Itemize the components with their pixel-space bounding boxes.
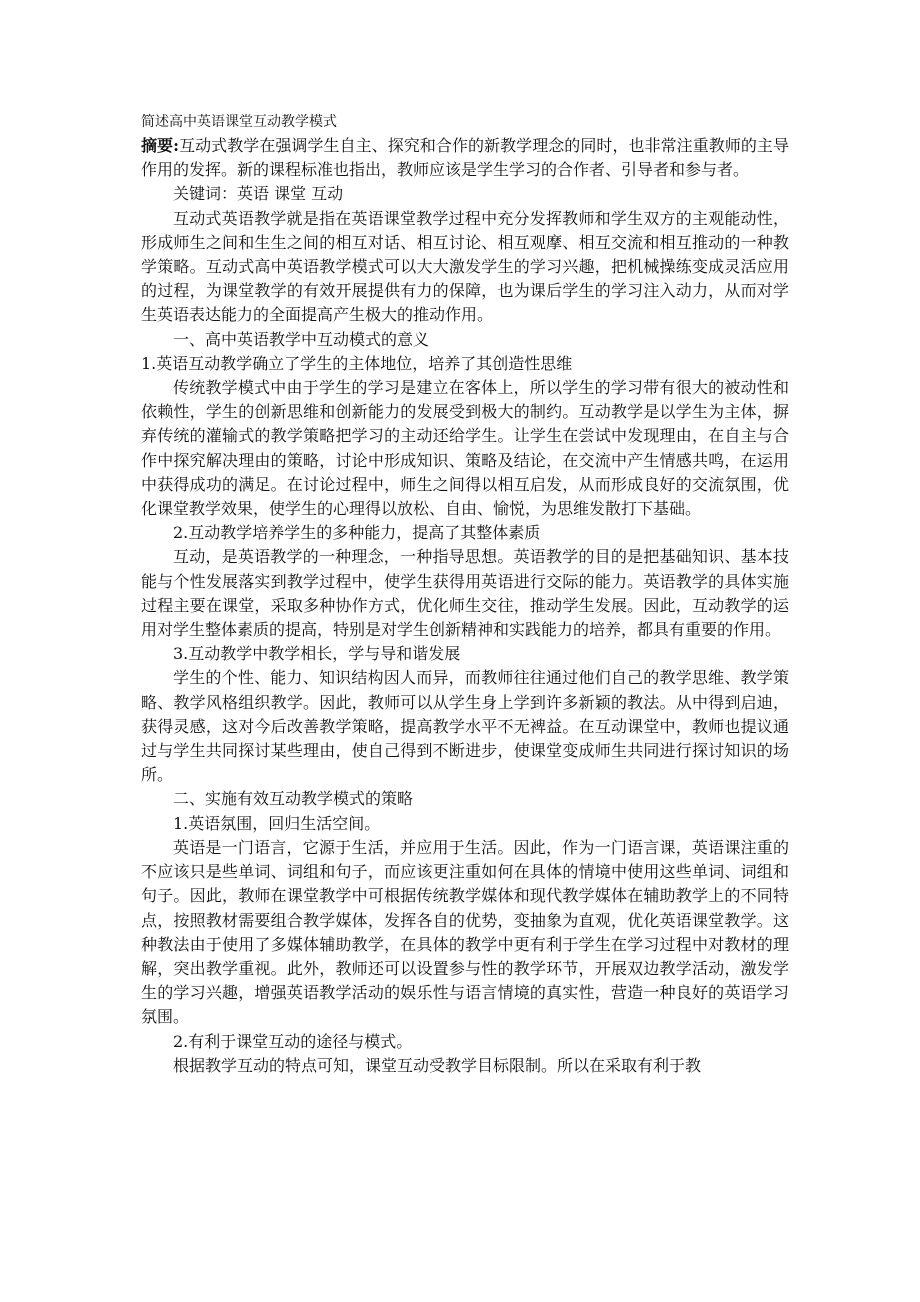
abstract-paragraph [141,134,789,182]
body-paragraph: 互动，是英语教学的一种理念，一种指导思想。英语教学的目的是把基础知识、基本技能与个性发展落实到教学过程中，使学生获得用英语进行交际的能力。英语教学的具体实施过程主要在课堂，采取多种协作方式，优化师生交往，推动学生发展。因此，互动教学的运用对学生整体素质的提高，特别是对学生创新精神和实践能力的培养，都具有重要的作用。 [141,547,789,640]
body-paragraph: 2.互动教学培养学生的多种能力，提高了其整体素质 [173,523,541,543]
body-paragraph: 2.有利于课堂互动的途径与模式。 [173,1031,413,1051]
body-paragraph: 英语是一门语言，它源于生活，并应用于生活。因此，作为一门语言课，英语课注重的不应该只是些单词、词组和句子，而应该更注重如何在具体的情境中使用这些单词、词组和句子。因此，教师在课堂教学中可根据传统教学媒体和现代教学媒体在辅助教学上的不同特点，按照教材需要组合教学媒体，发挥各自的优势，变抽象为直观，优化英语课堂教学。这种教法由于使用了多媒体辅助教学，在具体的教学中更有利于学生在学习过程中对教材的理解，突出教学重视。此外，教师还可以设置参与性的教学环节，开展双边教学活动，激发学生的学习兴趣，增强英语教学活动的娱乐性与语言情境的真实性，营造一种良好的英语学习氛围。 [141,837,789,1027]
document-title: 简述高中英语课堂互动教学模式 [141,114,337,130]
body-paragraph: 传统教学模式中由于学生的学习是建立在客体上，所以学生的学习带有很大的被动性和依赖性，学生的创新思维和创新能力的发展受到极大的制约。互动教学是以学生为主体，摒弃传统的灌输式的教学策略把学习的主动还给学生。让学生在尝试中发现理由，在自主与合作中探究解决理由的策略，讨论中形成知识、策略及结论，在交流中产生情感共鸣，在运用中获得成功的满足。在讨论过程中，师生之间得以相互启发，从而形成良好的交流氛围，优化课堂教学效果，使学生的心理得以放松、自由、愉悦，为思维发散打下基础。 [141,378,789,519]
body-paragraph: 学生的个性、能力、知识结构因人而异，而教师往往通过他们自己的教学思维、教学策略、教学风格组织教学。因此，教师可以从学生身上学到许多新颖的教法。从中得到启迪，获得灵感，这对今后改善教学策略，提高教学水平不无裨益。在互动课堂中，教师也提议通过与学生共同探讨某些理由，使自己得到不断进步，使课堂变成师生共同进行探讨知识的场所。 [141,668,789,785]
abstract-label: 摘要: [141,136,180,155]
body-paragraph: 根据教学互动的特点可知，课堂互动受教学目标限制。所以在采取有利于教 [173,1055,702,1075]
abstract-text: 互动式教学在强调学生自主、探究和合作的新教学理念的同时，也非常注重教师的主导作用的发挥。新的课程标准也指出，教师应该是学生学习的合作者、引导者和参与者。 [141,136,789,180]
body-paragraph: 一、高中英语教学中互动模式的意义 [173,329,430,349]
body-paragraph: 1.英语互动教学确立了学生的主体地位，培养了其创造性思维 [141,353,573,373]
body-paragraph: 关键词：英语 课堂 互动 [173,184,344,204]
document-page [141,112,789,1078]
body-paragraph: 二、实施有效互动教学模式的策略 [173,789,414,809]
body-paragraph: 1.英语氛围，回归生活空间。 [173,813,381,833]
body-paragraph: 3.互动教学中教学相长，学与导和谐发展 [173,644,461,664]
body-paragraphs [141,182,789,1078]
body-paragraph: 互动式英语教学就是指在英语课堂教学过程中充分发挥教师和学生双方的主观能动性，形成师生之间和生生之间的相互对话、相互讨论、相互观摩、相互交流和相互推动的一种教学策略。互动式高中英语教学模式可以大大激发学生的学习兴趣，把机械操练变成灵活应用的过程，为课堂教学的有效开展提供有力的保障，也为课后学生的学习注入动力，从而对学生英语表达能力的全面提高产生极大的推动作用。 [141,208,789,325]
